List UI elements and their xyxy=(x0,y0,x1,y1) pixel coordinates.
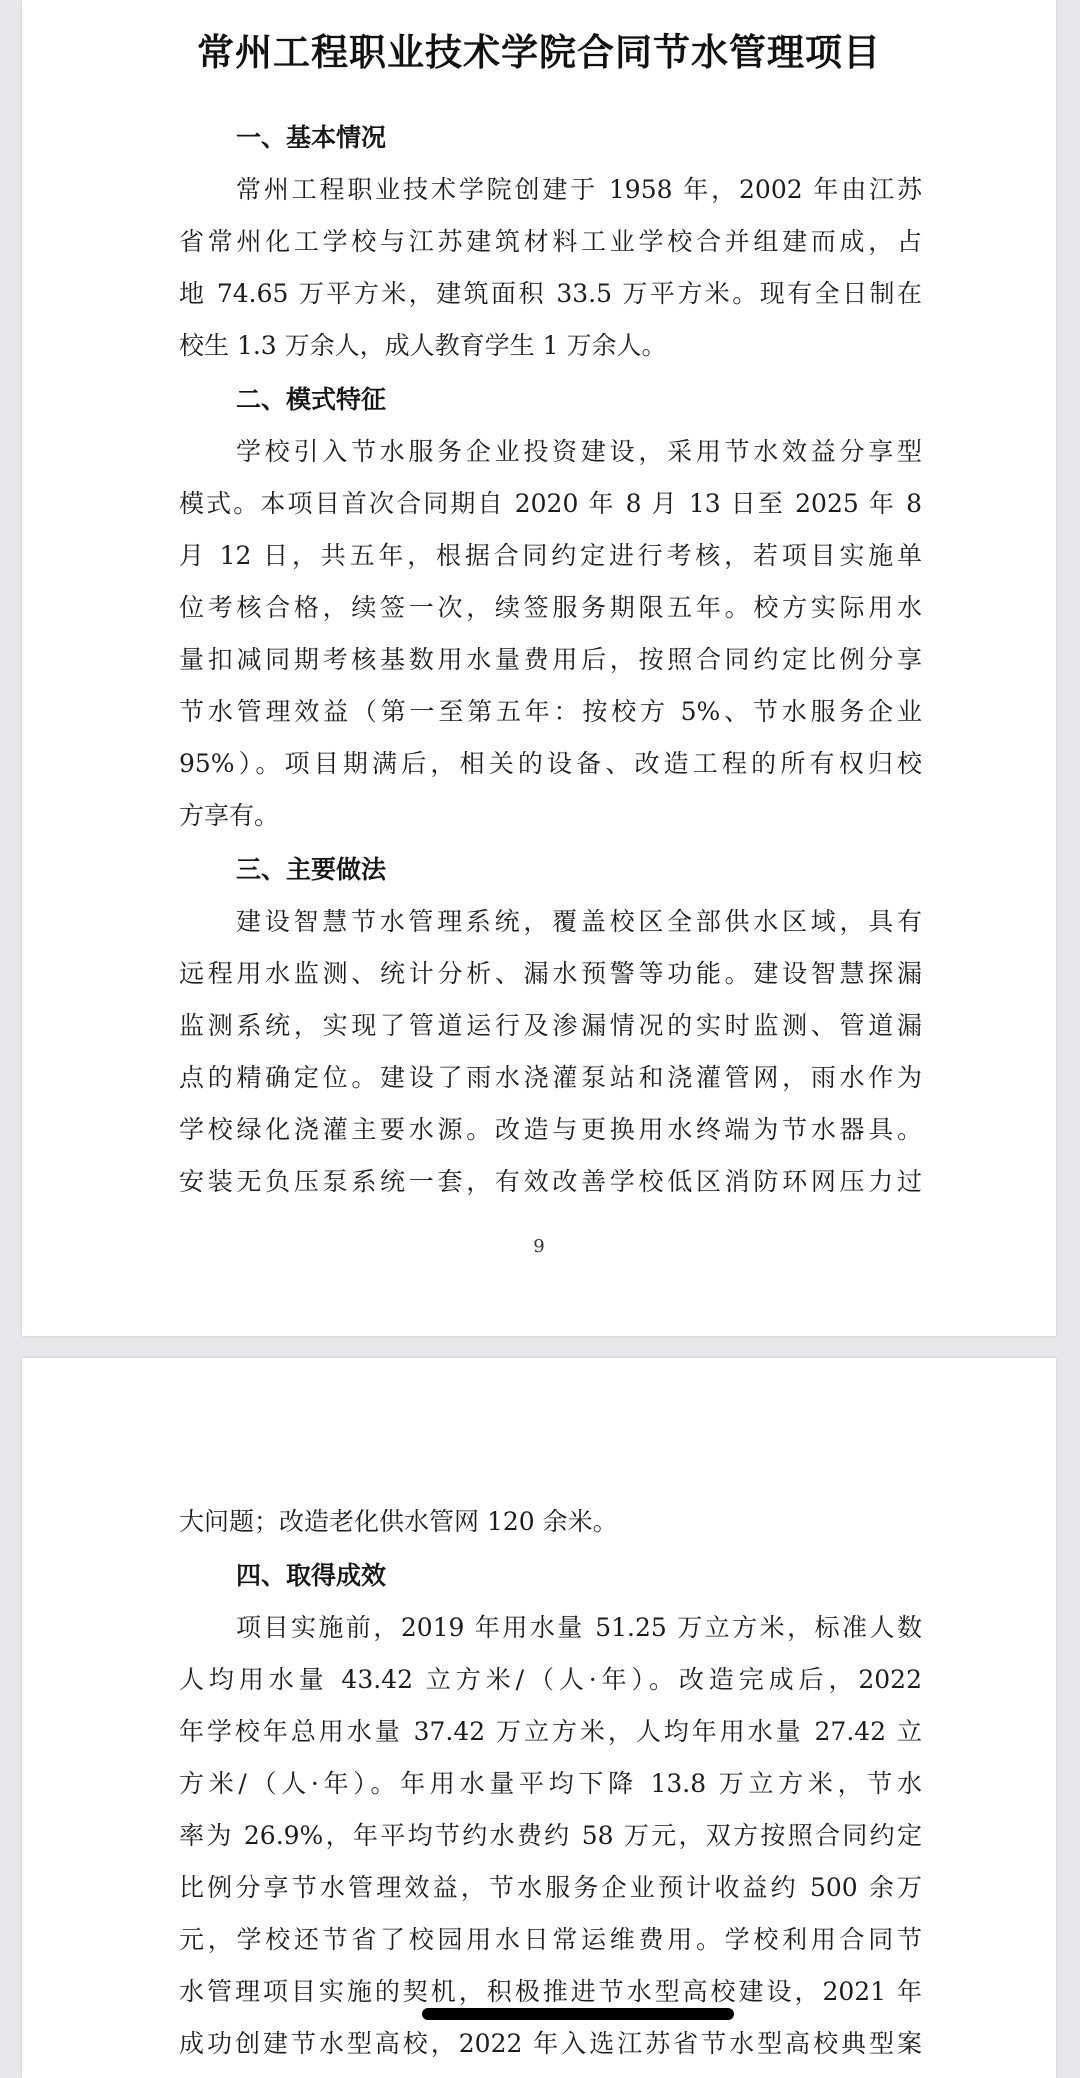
section-heading-main-practices: 三、主要做法 xyxy=(236,855,387,884)
paragraph-line: 方享有。 xyxy=(179,801,280,830)
paragraph-line: 位考核合格，续签一次，续签服务期限五年。校方实际用水 xyxy=(179,593,922,622)
paragraph-line: 模式。本项目首次合同期自 2020 年 8 月 13 日至 2025 年 8 xyxy=(179,489,922,518)
paragraph-line: 项目实施前，2019 年用水量 51.25 万立方米，标准人数 xyxy=(236,1613,922,1642)
paragraph-line: 学校绿化浇灌主要水源。改造与更换用水终端为节水器具。 xyxy=(179,1115,922,1144)
paragraph-line: 点的精确定位。建设了雨水浇灌泵站和浇灌管网，雨水作为 xyxy=(179,1063,922,1092)
paragraph-line: 学校引入节水服务企业投资建设，采用节水效益分享型 xyxy=(236,437,922,466)
paragraph-line: 量扣减同期考核基数用水量费用后，按照合同约定比例分享 xyxy=(179,645,922,674)
paragraph-line: 省常州化工学校与江苏建筑材料工业学校合并组建而成，占 xyxy=(179,227,922,256)
paragraph-line: 月 12 日，共五年，根据合同约定进行考核，若项目实施单 xyxy=(179,541,922,570)
section-heading-results: 四、取得成效 xyxy=(236,1561,387,1590)
page-number: 9 xyxy=(533,1236,545,1257)
section-heading-mode-features: 二、模式特征 xyxy=(236,385,387,414)
section-heading-basic-info: 一、基本情况 xyxy=(236,123,387,152)
home-indicator-bar[interactable] xyxy=(422,2008,734,2020)
document-page-1 xyxy=(22,0,1056,1336)
paragraph-line: 安装无负压泵系统一套，有效改善学校低区消防环网压力过 xyxy=(179,1167,922,1196)
paragraph-line: 95%）。项目期满后，相关的设备、改造工程的所有权归校 xyxy=(179,749,922,778)
paragraph-line: 地 74.65 万平方米，建筑面积 33.5 万平方米。现有全日制在 xyxy=(179,279,922,308)
paragraph-line: 监测系统，实现了管道运行及渗漏情况的实时监测、管道漏 xyxy=(179,1011,922,1040)
paragraph-line: 元，学校还节省了校园用水日常运维费用。学校利用合同节 xyxy=(179,1925,922,1954)
document-page-2 xyxy=(22,1358,1056,2078)
document-title: 常州工程职业技术学院合同节水管理项目 xyxy=(197,30,881,74)
paragraph-line: 人均用水量 43.42 立方米/（人·年）。改造完成后，2022 xyxy=(179,1665,922,1694)
paragraph-line: 比例分享节水管理效益，节水服务企业预计收益约 500 余万 xyxy=(179,1873,922,1902)
paragraph-line: 率为 26.9%，年平均节约水费约 58 万元，双方按照合同约定 xyxy=(179,1821,922,1850)
paragraph-line: 校生 1.3 万余人，成人教育学生 1 万余人。 xyxy=(179,331,667,360)
paragraph-line: 常州工程职业技术学院创建于 1958 年，2002 年由江苏 xyxy=(236,175,922,204)
paragraph-line: 节水管理效益（第一至第五年：按校方 5%、节水服务企业 xyxy=(179,697,922,726)
paragraph-line: 成功创建节水型高校，2022 年入选江苏省节水型高校典型案 xyxy=(179,2029,922,2058)
paragraph-line: 建设智慧节水管理系统，覆盖校区全部供水区域，具有 xyxy=(236,907,922,936)
paragraph-line: 水管理项目实施的契机，积极推进节水型高校建设，2021 年 xyxy=(179,1977,922,2006)
paragraph-line: 年学校年总用水量 37.42 万立方米，人均年用水量 27.42 立 xyxy=(179,1717,922,1746)
paragraph-line: 方米/（人·年）。年用水量平均下降 13.8 万立方米，节水 xyxy=(179,1769,922,1798)
paragraph-line: 远程用水监测、统计分析、漏水预警等功能。建设智慧探漏 xyxy=(179,959,922,988)
paragraph-line: 大问题；改造老化供水管网 120 余米。 xyxy=(179,1507,618,1536)
